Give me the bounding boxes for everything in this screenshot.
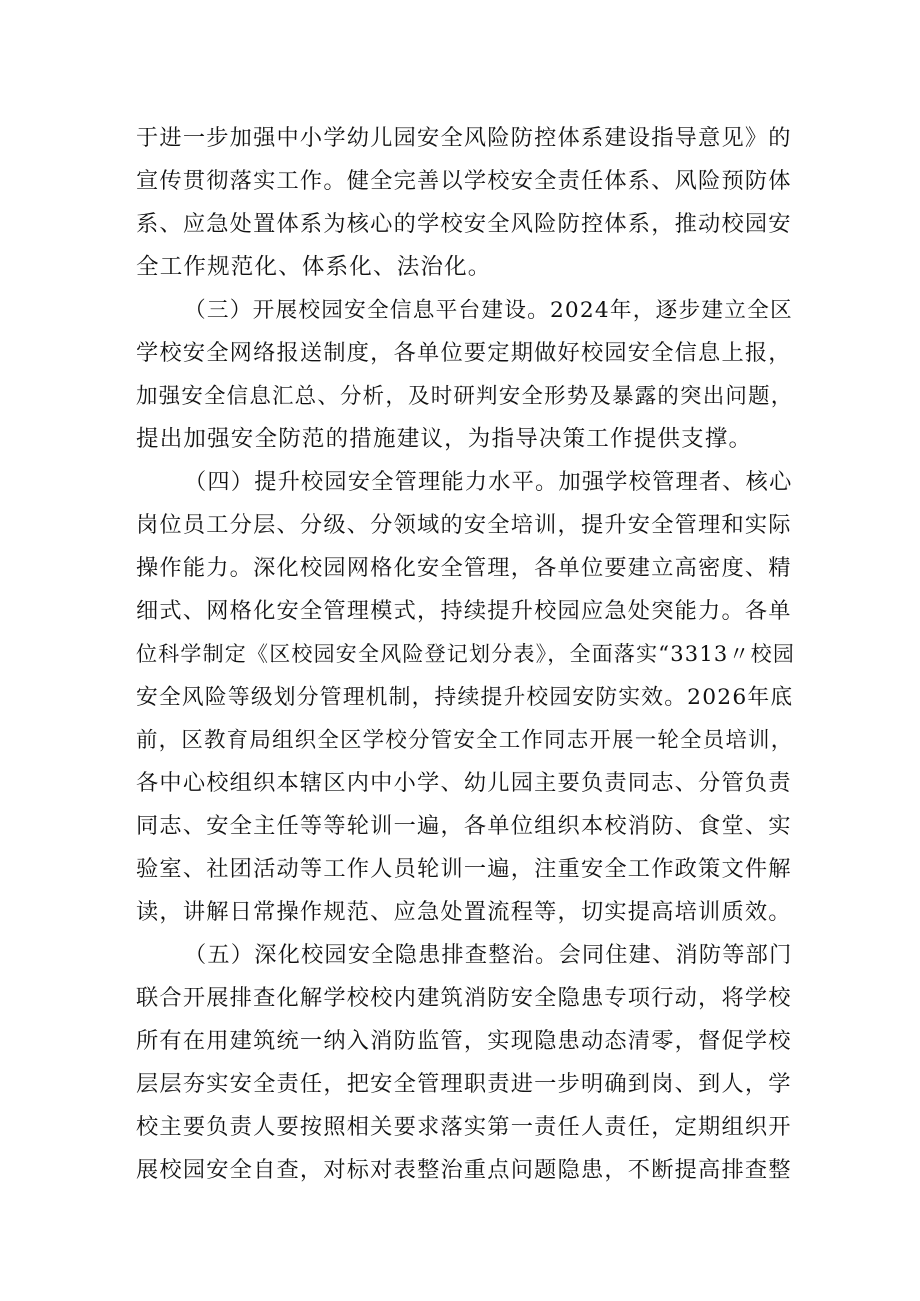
document-body	[136, 117, 796, 1192]
text-line: 安全风险等级划分管理机制，持续提升校园安防实效。2026年底	[136, 685, 794, 710]
text-line: 系、应急处置体系为核心的学校安全风险防控体系，推动校园安	[136, 211, 792, 237]
text-line: 联合开展排查化解学校校内建筑消防安全隐患专项行动，将学校	[136, 985, 792, 1011]
text-line: 展校园安全自查，对标对表整治重点问题隐患，不断提高排查整	[136, 1157, 792, 1183]
text-line: 各中心校组织本辖区内中小学、幼儿园主要负责同志、分管负责	[136, 770, 792, 796]
text-line: 全工作规范化、体系化、法治化。	[136, 254, 492, 280]
text-line: 层层夯实安全责任，把安全管理职责进一步明确到岗、到人，学	[136, 1071, 792, 1097]
text-line: 校主要负责人要按照相关要求落实第一责任人责任，定期组织开	[136, 1114, 792, 1140]
paragraph-first-line: （三）开展校园安全信息平台建设。2024年，逐步建立全区	[184, 298, 793, 323]
paragraph-first-line: （五）深化校园安全隐患排查整治。会同住建、消防等部门	[184, 942, 793, 968]
text-line: 验室、社团活动等工作人员轮训一遍，注重安全工作政策文件解	[136, 856, 792, 882]
text-line: 同志、安全主任等等轮训一遍，各单位组织本校消防、食堂、实	[136, 813, 792, 839]
text-line: 所有在用建筑统一纳入消防监管，实现隐患动态清零，督促学校	[136, 1028, 792, 1054]
paragraph-first-line: （四）提升校园安全管理能力水平。加强学校管理者、核心	[184, 469, 793, 495]
text-line: 宣传贯彻落实工作。健全完善以学校安全责任体系、风险预防体	[136, 168, 792, 194]
text-line: 前，区教育局组织全区学校分管安全工作同志开展一轮全员培训，	[136, 728, 794, 753]
text-line: 学校安全网络报送制度，各单位要定期做好校园安全信息上报，	[136, 340, 792, 366]
text-line: 操作能力。深化校园网格化安全管理，各单位要建立高密度、精	[136, 555, 792, 581]
text-line: 于进一步加强中小学幼儿园安全风险防控体系建设指导意见》的	[136, 125, 792, 151]
text-line: 读，讲解日常操作规范、应急处置流程等，切实提高培训质效。	[136, 899, 792, 925]
text-line: 加强安全信息汇总、分析，及时研判安全形势及暴露的突出问题，	[136, 384, 794, 409]
text-line: 提出加强安全防范的措施建议，为指导决策工作提供支撑。	[136, 426, 753, 452]
text-line: 岗位员工分层、分级、分领域的安全培训，提升安全管理和实际	[136, 512, 792, 538]
text-line: 细式、网格化安全管理模式，持续提升校园应急处突能力。各单	[136, 598, 792, 624]
text-line: 位科学制定《区校园安全风险登记划分表》，全面落实“3313〃校园	[136, 642, 796, 666]
